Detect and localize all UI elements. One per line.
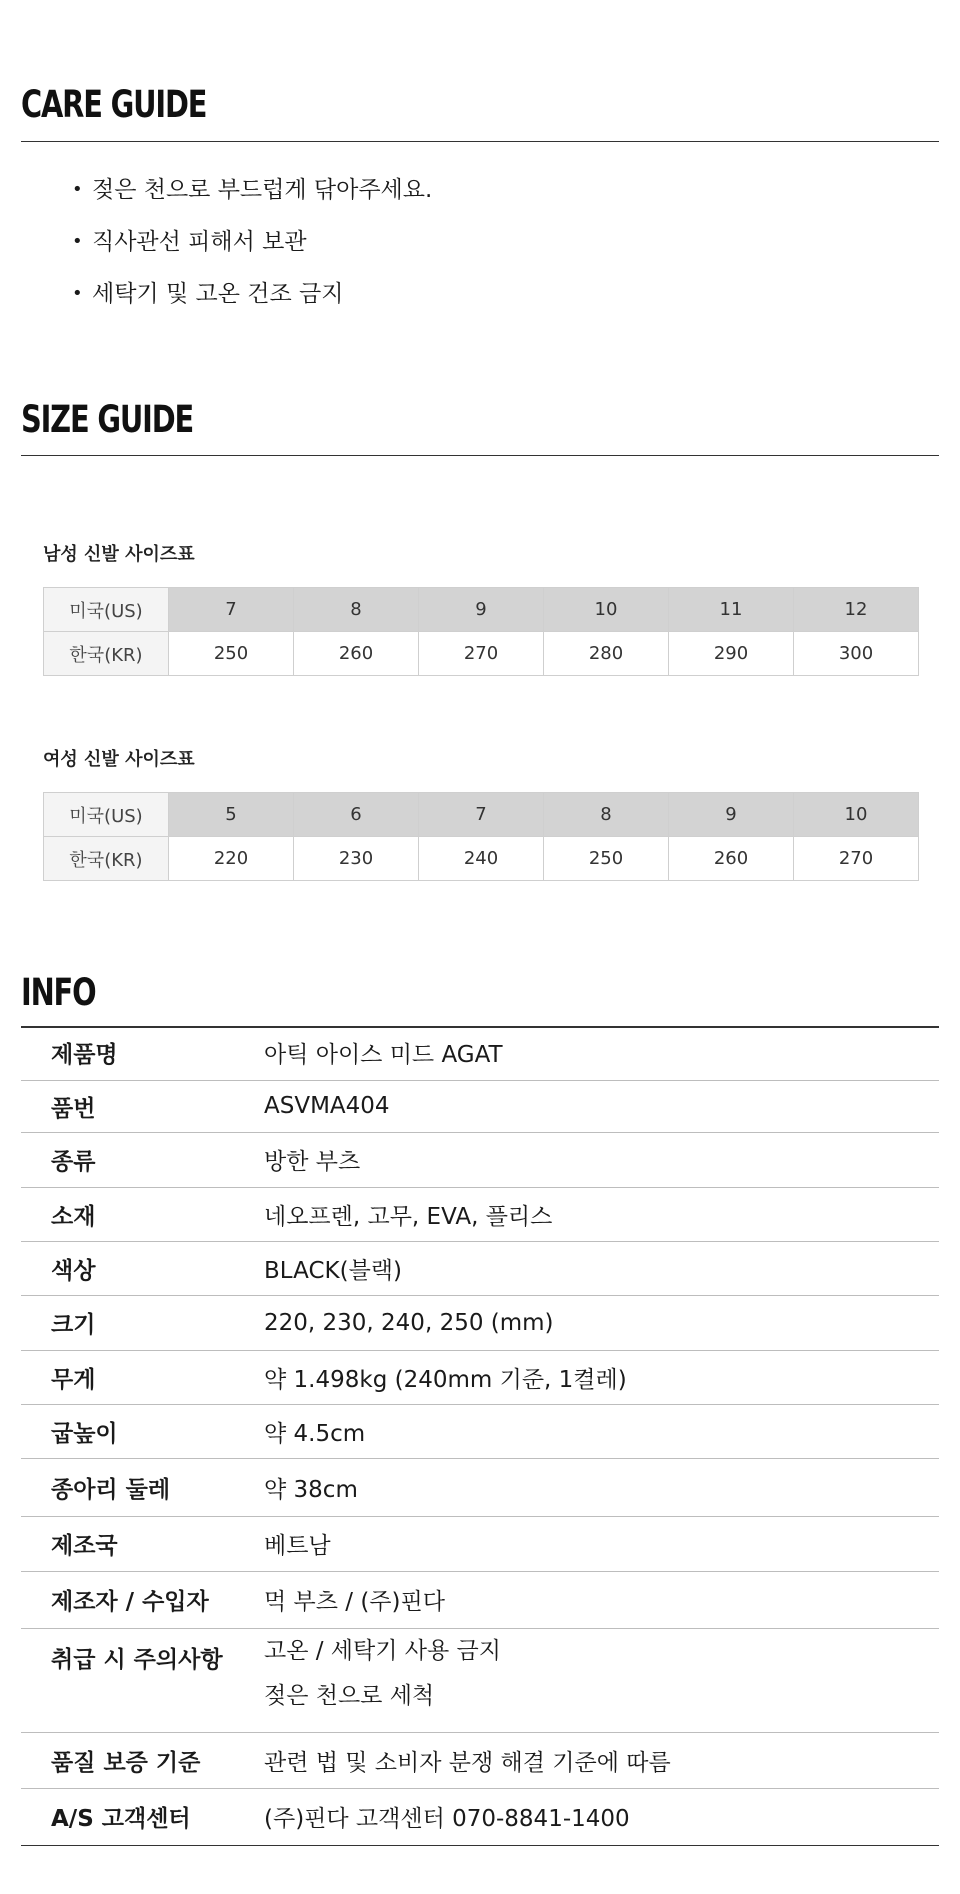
table-row (21, 1404, 939, 1458)
table-row (44, 632, 919, 676)
info-value: 방한 부츠 (264, 1132, 939, 1187)
info-value: BLACK(블랙) (264, 1241, 939, 1295)
list-item: • 직사관선 피해서 보관 (72, 222, 432, 274)
table-cell: 270 (419, 632, 544, 676)
info-key: A/S 고객센터 (21, 1788, 264, 1845)
bullet-icon: • (72, 283, 83, 304)
care-guide-title: CARE GUIDE (21, 83, 207, 126)
men-size-caption: 남성 신발 사이즈표 (43, 544, 195, 565)
list-item: • 젖은 천으로 부드럽게 닦아주세요. (72, 170, 432, 222)
table-cell: 8 (544, 793, 669, 837)
table-cell: 250 (544, 837, 669, 881)
table-row (21, 1732, 939, 1788)
info-value-line: 젖은 천으로 세척 (264, 1682, 435, 1709)
info-value: 관련 법 및 소비자 분쟁 해결 기준에 따름 (264, 1732, 939, 1788)
size-guide-title: SIZE GUIDE (21, 398, 194, 441)
table-row (21, 1026, 939, 1080)
info-key: 색상 (21, 1241, 264, 1295)
table-cell: 260 (669, 837, 794, 881)
info-value: 먹 부츠 / (주)핀다 (264, 1571, 939, 1628)
size-guide-divider (21, 455, 939, 456)
table-cell: 250 (169, 632, 294, 676)
bullet-icon: • (72, 231, 83, 252)
info-key: 취급 시 주의사항 (21, 1628, 264, 1732)
table-row (21, 1628, 939, 1732)
women-size-table (43, 792, 919, 881)
table-cell: 9 (419, 588, 544, 632)
info-key: 크기 (21, 1295, 264, 1350)
info-key: 소재 (21, 1187, 264, 1241)
table-row (21, 1187, 939, 1241)
table-cell: 6 (294, 793, 419, 837)
table-row (21, 1241, 939, 1295)
table-row (21, 1295, 939, 1350)
table-cell: 260 (294, 632, 419, 676)
table-row (44, 837, 919, 881)
table-cell: 8 (294, 588, 419, 632)
table-row (21, 1132, 939, 1187)
bullet-icon: • (72, 179, 83, 200)
table-row (21, 1458, 939, 1516)
table-row (21, 1516, 939, 1571)
info-table (21, 1026, 939, 1846)
info-title: INFO (21, 971, 96, 1014)
table-row (21, 1080, 939, 1132)
kr-label: 한국(KR) (44, 837, 169, 881)
info-value-line: 고온 / 세탁기 사용 금지 (264, 1637, 501, 1664)
table-row (44, 588, 919, 632)
info-value: 베트남 (264, 1516, 939, 1571)
us-label: 미국(US) (44, 588, 169, 632)
info-key: 굽높이 (21, 1404, 264, 1458)
kr-label: 한국(KR) (44, 632, 169, 676)
table-cell: 220 (169, 837, 294, 881)
care-guide-list (72, 170, 432, 326)
list-item: • 세탁기 및 고온 건조 금지 (72, 274, 432, 326)
table-row (21, 1571, 939, 1628)
info-value: ASVMA404 (264, 1080, 939, 1132)
info-key: 제조국 (21, 1516, 264, 1571)
table-cell: 240 (419, 837, 544, 881)
info-value: 약 1.498kg (240mm 기준, 1켤레) (264, 1350, 939, 1404)
table-cell: 230 (294, 837, 419, 881)
info-value: (주)핀다 고객센터 070-8841-1400 (264, 1788, 939, 1845)
info-key: 종아리 둘레 (21, 1458, 264, 1516)
men-size-table (43, 587, 919, 676)
info-key: 품질 보증 기준 (21, 1732, 264, 1788)
table-cell: 300 (794, 632, 919, 676)
table-cell: 10 (544, 588, 669, 632)
table-cell: 290 (669, 632, 794, 676)
info-value: 아틱 아이스 미드 AGAT (264, 1026, 939, 1080)
table-row (21, 1788, 939, 1845)
table-cell: 11 (669, 588, 794, 632)
info-key: 제조자 / 수입자 (21, 1571, 264, 1628)
table-cell: 12 (794, 588, 919, 632)
info-value: 약 38cm (264, 1458, 939, 1516)
info-value: 220, 230, 240, 250 (mm) (264, 1295, 939, 1350)
info-key: 무게 (21, 1350, 264, 1404)
table-row (21, 1350, 939, 1404)
women-size-caption: 여성 신발 사이즈표 (43, 749, 195, 770)
info-value (264, 1628, 939, 1732)
info-key: 종류 (21, 1132, 264, 1187)
table-cell: 5 (169, 793, 294, 837)
care-guide-divider (21, 141, 939, 142)
info-value: 네오프렌, 고무, EVA, 플리스 (264, 1187, 939, 1241)
info-value: 약 4.5cm (264, 1404, 939, 1458)
table-cell: 280 (544, 632, 669, 676)
table-row (44, 793, 919, 837)
table-cell: 270 (794, 837, 919, 881)
table-cell: 10 (794, 793, 919, 837)
table-cell: 7 (419, 793, 544, 837)
info-key: 품번 (21, 1080, 264, 1132)
info-key: 제품명 (21, 1026, 264, 1080)
us-label: 미국(US) (44, 793, 169, 837)
table-cell: 9 (669, 793, 794, 837)
table-cell: 7 (169, 588, 294, 632)
